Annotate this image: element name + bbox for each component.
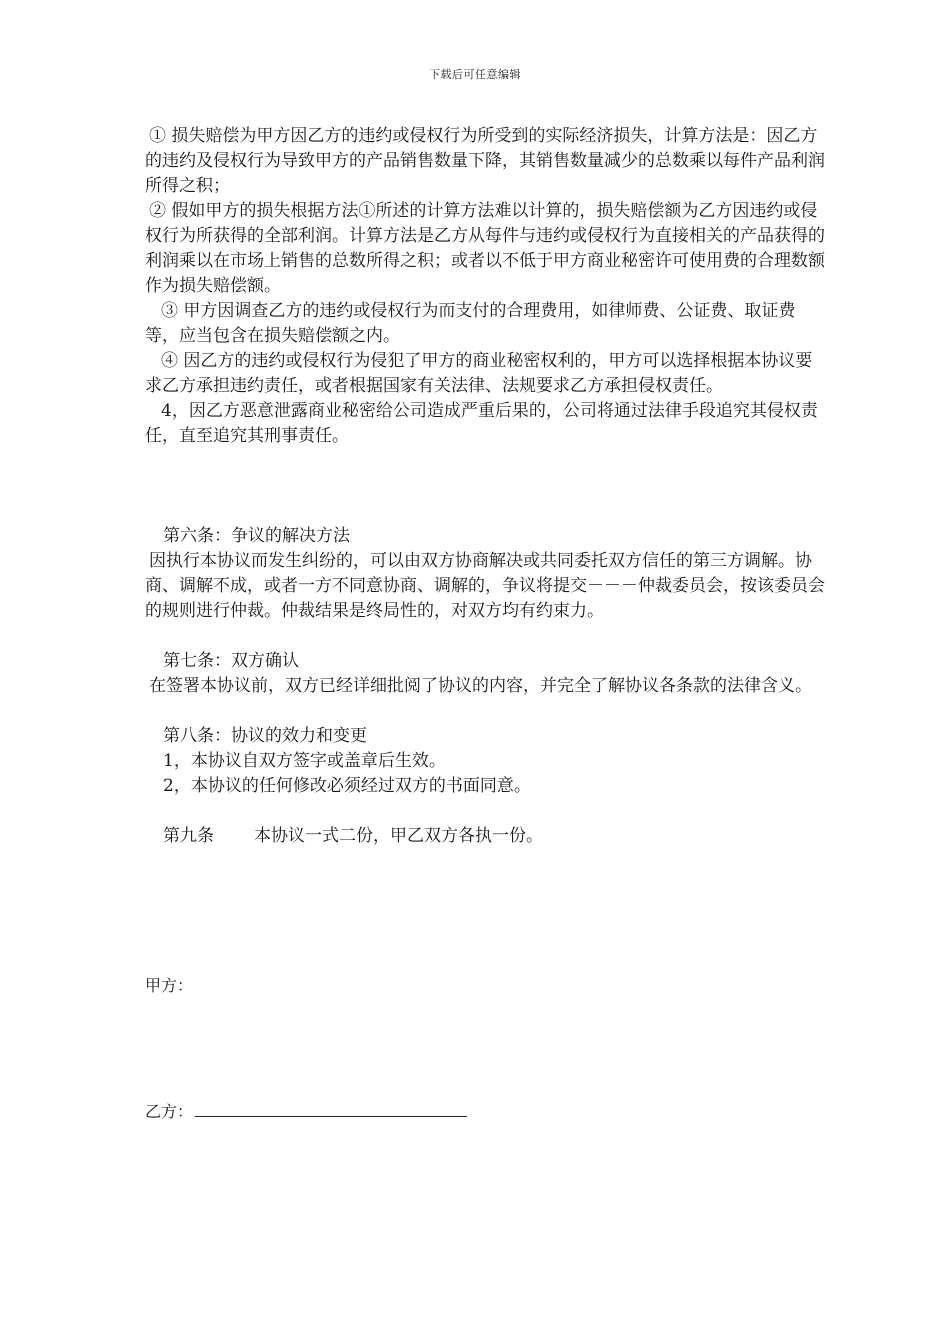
article-8-title: 第八条：协议的效力和变更 bbox=[163, 726, 367, 746]
clause-damages-3: ③ 甲方因调查乙方的违约或侵权行为而支付的合理费用，如律师费、公证费、取证费等，应当包含在损失赔偿额之内。 bbox=[145, 301, 796, 346]
spacer bbox=[145, 499, 825, 524]
party-b-signature bbox=[145, 1099, 467, 1124]
page-header: 下载后可任意编辑 bbox=[429, 68, 521, 81]
clause-malicious-leak: 4，因乙方恶意泄露商业秘密给公司造成严重后果的，公司将通过法律手段追究其侵权责任，直至追究其刑事责任。 bbox=[145, 401, 818, 446]
party-a-label: 甲方： bbox=[145, 976, 194, 995]
article-6-title: 第六条：争议的解决方法 bbox=[163, 526, 350, 546]
spacer bbox=[145, 449, 825, 499]
clause-damages-2: ② 假如甲方的损失根据方法①所述的计算方法难以计算的，损失赔偿额为乙方因违约或侵权行为所获得的全部利润。计算方法是乙方从每件与违约或侵权行为直接相关的产品获得的利润乘以在市场上销售的总数所得之积；或者以不低于甲方商业秘密许可使用费的合理数额作为损失赔偿额。 bbox=[145, 201, 825, 296]
spacer bbox=[145, 799, 825, 824]
party-a-signature bbox=[145, 973, 193, 998]
clause-damages-1: ① 损失赔偿为甲方因乙方的违约或侵权行为所受到的实际经济损失，计算方法是：因乙方的违约及侵权行为导致甲方的产品销售数量下降，其销售数量减少的总数乘以每件产品利润所得之积； bbox=[145, 126, 825, 196]
article-8-item-1: 1，本协议自双方签字或盖章后生效。 bbox=[163, 751, 446, 771]
article-9-title: 第九条 bbox=[163, 826, 214, 846]
article-8-item-2: 2，本协议的任何修改必须经过双方的书面同意。 bbox=[163, 776, 531, 796]
article-6-body: 因执行本协议而发生纠纷的，可以由双方协商解决或共同委托双方信任的第三方调解。协商、调解不成，或者一方不同意协商、调解的，争议将提交－－－仲裁委员会，按该委员会的规则进行仲裁。仲裁结果是终局性的，对双方均有约束力。 bbox=[145, 551, 825, 621]
article-7-title: 第七条：双方确认 bbox=[163, 651, 299, 671]
article-9-body: 本协议一式二份，甲乙双方各执一份。 bbox=[254, 826, 543, 846]
signature-line bbox=[195, 1100, 467, 1117]
clause-damages-4: ④ 因乙方的违约或侵权行为侵犯了甲方的商业秘密权利的，甲方可以选择根据本协议要求乙方承担违约责任，或者根据国家有关法律、法规要求乙方承担侵权责任。 bbox=[145, 351, 813, 396]
document-body bbox=[145, 124, 825, 849]
party-b-label: 乙方： bbox=[145, 1102, 194, 1121]
spacer bbox=[145, 624, 825, 649]
article-7-body: 在签署本协议前，双方已经详细批阅了协议的内容，并完全了解协议各条款的法律含义。 bbox=[149, 676, 812, 696]
article-9 bbox=[145, 824, 825, 849]
spacer bbox=[145, 699, 825, 724]
